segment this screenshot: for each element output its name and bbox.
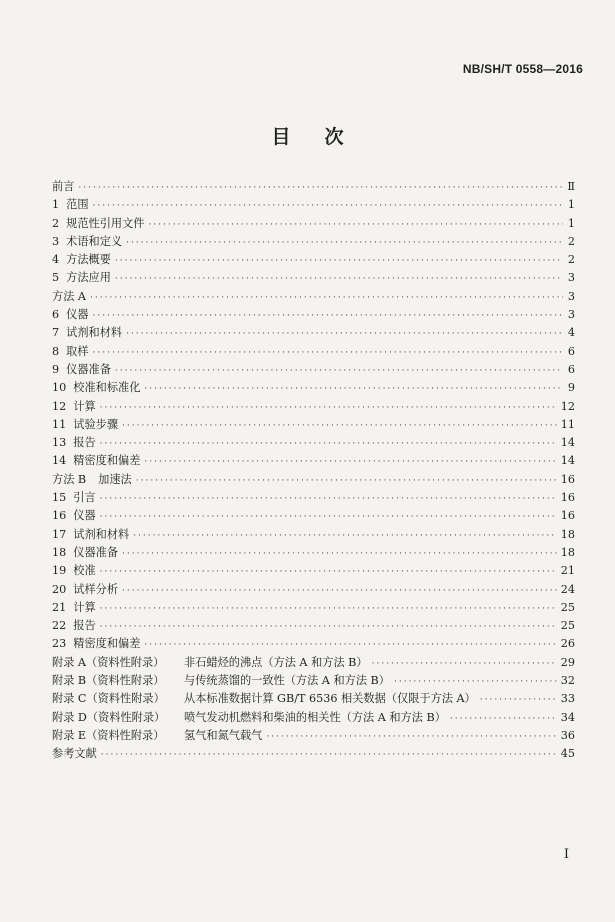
toc-section-title: 方法 B [52,472,87,486]
toc-section-title: 试样分析 [73,582,119,596]
toc-section-number: 18 [52,545,67,559]
toc-leader-dots [144,380,563,398]
toc-leader-dots [115,270,563,288]
toc-leader-dots [394,673,557,691]
toc-leader-dots [100,600,557,618]
toc-section-title: 试剂和材料 [66,326,123,340]
toc-page-number: 3 [567,308,575,322]
toc-entry[interactable] [52,489,575,507]
toc-section-number: 23 [52,637,67,651]
toc-annex-entry[interactable] [52,709,575,727]
toc-section-title: 报告 [73,619,96,633]
toc-label [52,727,262,745]
toc-section-number: 7 [52,326,60,340]
toc-leader-dots [115,252,563,270]
toc-label [52,690,476,708]
toc-leader-dots [100,563,557,581]
toc-annex-id: 附录 B（资料性附录） [52,674,165,688]
toc-label [52,416,118,434]
toc-page-number: 25 [560,600,575,614]
toc-leader-dots [148,216,563,234]
toc-section-number: 20 [52,582,67,596]
toc-page-number: 12 [560,399,575,413]
toc-label [52,233,122,251]
toc-leader-dots [100,435,557,453]
toc-label [52,398,96,416]
toc-section-number: 6 [52,308,60,322]
toc-label [52,562,96,580]
toc-section-number: 21 [52,600,67,614]
toc-leader-dots [100,399,557,417]
toc-annex-title: 氢气和氮气载气 [184,728,263,742]
toc-page-number: 11 [560,417,575,431]
toc-section-number: 13 [52,436,67,450]
toc-label [52,306,89,324]
toc-label [52,635,140,653]
toc-section-title: 校准 [73,564,96,578]
toc-page-number: 14 [560,454,575,468]
toc-section-number: 5 [52,271,60,285]
toc-annex-entry[interactable] [52,672,575,690]
toc-leader-dots [136,472,557,490]
toc-section-number: 12 [52,399,67,413]
toc-entry[interactable] [52,544,575,562]
toc-label [52,599,96,617]
toc-leader-dots [90,289,563,307]
toc-label [52,178,74,196]
toc-section-number: 16 [52,509,67,523]
toc-annex-id: 附录 E（资料性附录） [52,728,165,742]
toc-page-number: 33 [560,692,575,706]
toc-entry[interactable] [52,617,575,635]
toc-label [52,269,111,287]
toc-section-number: 19 [52,564,67,578]
toc-leader-dots [266,728,556,746]
toc-entry[interactable] [52,581,575,599]
toc-leader-dots [144,636,556,654]
toc-label [52,745,97,763]
toc-page-number: Ⅱ [567,180,575,193]
toc-section-number: 4 [52,253,60,267]
toc-leader-dots [93,197,563,215]
toc-page-number: 34 [560,710,575,724]
toc-label [52,379,140,397]
toc-page-number: 32 [560,674,575,688]
toc-section-title: 报告 [73,436,96,450]
toc-page-number: 14 [560,436,575,450]
toc-section-number: 14 [52,454,67,468]
toc-annex-title: 与传统蒸馏的一致性（方法 A 和方法 B） [184,674,390,688]
toc-page-number: 1 [567,198,575,212]
toc-page-number: 21 [560,564,575,578]
toc-leader-dots [100,490,557,508]
toc-label [52,434,96,452]
toc-entry[interactable] [52,416,575,434]
toc-page-number: 16 [560,509,575,523]
toc-label [52,544,118,562]
toc-section-subtitle: 加速法 [98,472,132,486]
toc-label [52,709,446,727]
toc-leader-dots [450,710,557,728]
toc-entry[interactable] [52,398,575,416]
toc-section-title: 方法 A [52,289,87,303]
toc-page-number: 3 [567,271,575,285]
document-code: NB/SH/T 0558—2016 [462,62,583,76]
toc-section-number: 9 [52,362,60,376]
toc-label [52,215,144,233]
toc-label [52,526,129,544]
toc-section-number: 22 [52,619,67,633]
toc-section-title: 仪器准备 [66,362,111,376]
toc-label [52,672,390,690]
toc-page-number: 29 [560,655,575,669]
toc-section-title: 精密度和偏差 [73,637,141,651]
toc-label [52,324,122,342]
toc-annex-entry[interactable] [52,727,575,745]
toc-page-number: 3 [567,289,575,303]
toc-annex-title: 从本标准数据计算 GB/T 6536 相关数据（仅限于方法 A） [184,692,476,706]
toc-section-number: 10 [52,381,67,395]
toc-page-number: 18 [560,545,575,559]
toc-page-number: 45 [560,747,575,761]
toc-entry[interactable] [52,233,575,251]
toc-page-number: 2 [567,234,575,248]
toc-page-number: 6 [567,362,575,376]
toc-leader-dots [101,746,557,764]
toc-entry[interactable] [52,434,575,452]
toc-section-title: 仪器 [73,509,96,523]
toc-label [52,654,368,672]
toc-label [52,617,96,635]
toc-section-number: 1 [52,198,60,212]
toc-entry[interactable] [52,526,575,544]
toc-entry[interactable] [52,196,575,214]
toc-section-title: 范围 [66,198,89,212]
toc-leader-dots [126,325,563,343]
toc-page-number: 6 [567,344,575,358]
toc-leader-dots [100,508,557,526]
toc-section-title: 仪器 [66,308,89,322]
toc-section-title: 前言 [52,180,75,193]
toc-leader-dots [122,417,557,435]
toc-leader-dots [372,655,557,673]
toc-label [52,471,132,489]
toc-references-entry[interactable] [52,745,575,763]
toc-annex-entry[interactable] [52,654,575,672]
toc-label [52,251,111,269]
toc-page-number: 4 [567,326,575,340]
toc-section-title: 校准和标准化 [73,381,141,395]
toc-section-number: 17 [52,527,67,541]
toc-label [52,196,89,214]
toc-section-number: 8 [52,344,60,358]
toc-leader-dots [93,307,563,325]
toc-section-title: 取样 [66,344,89,358]
toc-page-number: 25 [560,619,575,633]
toc-section-number: 15 [52,491,67,505]
toc-annex-id: 附录 A（资料性附录） [52,655,165,669]
toc-entry[interactable] [52,251,575,269]
toc-page-number: 26 [560,637,575,651]
toc-page-number: 16 [560,491,575,505]
toc-leader-dots [144,453,556,471]
toc-section-title: 规范性引用文件 [66,216,145,230]
toc-entry[interactable] [52,361,575,379]
toc-annex-title: 喷气发动机燃料和柴油的相关性（方法 A 和方法 B） [184,710,446,724]
toc-section-title: 试剂和材料 [73,527,130,541]
toc-leader-dots [126,234,563,252]
toc-page-number: 16 [560,472,575,486]
toc-section-title: 仪器准备 [73,545,119,559]
toc-section-title: 计算 [73,600,96,614]
toc-page-number: 9 [567,381,575,395]
table-of-contents [52,178,575,764]
toc-section-number: 3 [52,234,60,248]
toc-entry[interactable] [52,288,575,306]
toc-label [52,581,118,599]
toc-section-title: 引言 [73,491,96,505]
toc-leader-dots [480,691,557,709]
toc-page-number: 18 [560,527,575,541]
toc-leader-dots [78,179,563,197]
page-title: 目次 [271,126,378,148]
toc-entry[interactable] [52,178,575,196]
toc-label [52,489,96,507]
toc-label [52,361,111,379]
toc-entry[interactable] [52,471,575,489]
toc-entry[interactable] [52,379,575,397]
toc-annex-title: 非石蜡烃的沸点（方法 A 和方法 B） [184,655,368,669]
toc-page-number: 2 [567,253,575,267]
toc-entry[interactable] [52,215,575,233]
toc-section-title: 精密度和偏差 [73,454,141,468]
toc-section-title: 术语和定义 [66,234,123,248]
toc-section-title: 试验步骤 [73,417,119,431]
toc-section-number: 2 [52,216,60,230]
toc-section-title: 方法概要 [66,253,111,267]
toc-entry[interactable] [52,562,575,580]
toc-entry[interactable] [52,269,575,287]
toc-label [52,507,96,525]
toc-entry[interactable] [52,507,575,525]
toc-label [52,288,86,306]
toc-leader-dots [122,545,557,563]
toc-annex-id: 附录 D（资料性附录） [52,710,166,724]
toc-entry[interactable] [52,599,575,617]
toc-section-title: 参考文献 [52,747,97,761]
toc-label [52,343,89,361]
toc-page-number: 1 [567,216,575,230]
toc-page-number: 24 [560,582,575,596]
toc-entry[interactable] [52,324,575,342]
toc-leader-dots [122,582,557,600]
toc-entry[interactable] [52,635,575,653]
toc-entry[interactable] [52,452,575,470]
toc-leader-dots [115,362,563,380]
toc-leader-dots [100,618,557,636]
toc-section-title: 方法应用 [66,271,111,285]
toc-annex-entry[interactable] [52,690,575,708]
toc-entry[interactable] [52,306,575,324]
toc-label [52,452,140,470]
page-number: I [563,847,569,862]
toc-leader-dots [93,344,563,362]
toc-annex-id: 附录 C（资料性附录） [52,692,165,706]
toc-section-number: 11 [52,417,67,431]
toc-leader-dots [133,527,557,545]
toc-entry[interactable] [52,343,575,361]
toc-section-title: 计算 [73,399,96,413]
toc-page-number: 36 [560,728,575,742]
